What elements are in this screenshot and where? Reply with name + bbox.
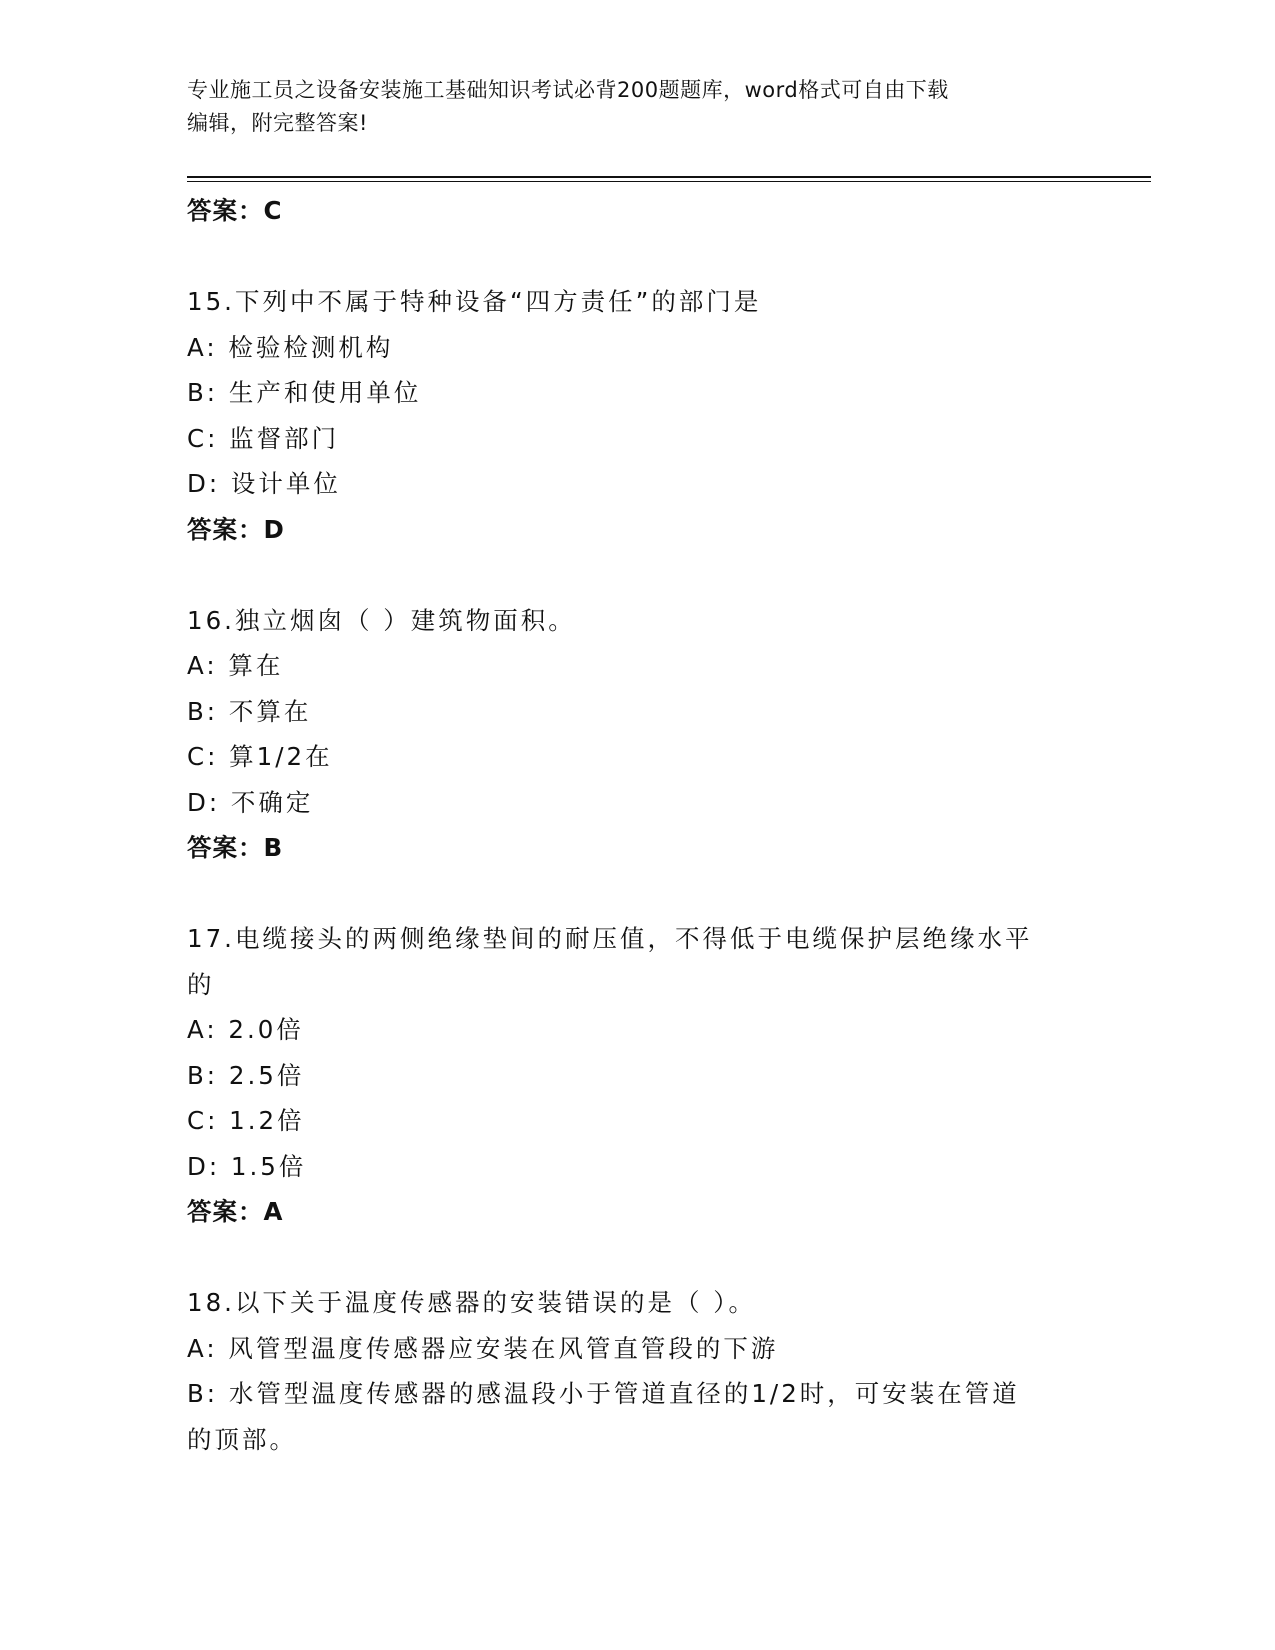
question-15 bbox=[187, 279, 1087, 552]
question-stem: 16.独立烟囱（ ）建筑物面积。 bbox=[187, 605, 576, 635]
question-18 bbox=[187, 1280, 1087, 1462]
header-rule-thick bbox=[187, 176, 1151, 178]
option-b: B: 2.5倍 bbox=[187, 1060, 305, 1090]
answer-line: 答案：C bbox=[187, 196, 283, 225]
option-b: B: 水管型温度传感器的感温段小于管道直径的1/2时，可安装在管道 bbox=[187, 1379, 1020, 1408]
option-b: B: 生产和使用单位 bbox=[187, 378, 422, 407]
option-a: A: 2.0倍 bbox=[187, 1015, 304, 1044]
spacer bbox=[187, 552, 1087, 598]
spacer bbox=[187, 234, 1087, 280]
option-d: D: 不确定 bbox=[187, 787, 314, 817]
option-c: C: 1.2倍 bbox=[187, 1106, 305, 1135]
option-a: A: 风管型温度传感器应安装在风管直管段的下游 bbox=[187, 1333, 779, 1363]
header-line-1: 专业施工员之设备安装施工基础知识考试必背200题题库，word格式可自由下载 bbox=[187, 78, 949, 102]
question-stem: 15.下列中不属于特种设备“四方责任”的部门是 bbox=[187, 287, 762, 316]
option-c: C: 算1/2在 bbox=[187, 742, 333, 771]
header-line-2: 编辑，附完整答案! bbox=[187, 111, 368, 135]
answer-line: 答案：A bbox=[187, 1197, 284, 1226]
option-b-continued: 的顶部。 bbox=[187, 1424, 297, 1454]
header-rule-thin bbox=[187, 181, 1151, 182]
question-stem-continued: 的 bbox=[187, 969, 215, 999]
option-b: B: 不算在 bbox=[187, 696, 312, 726]
question-16 bbox=[187, 598, 1087, 871]
option-d: D: 1.5倍 bbox=[187, 1151, 307, 1181]
option-a: A: 检验检测机构 bbox=[187, 332, 394, 362]
spacer bbox=[187, 871, 1087, 917]
spacer bbox=[187, 1235, 1087, 1281]
question-stem: 17.电缆接头的两侧绝缘垫间的耐压值，不得低于电缆保护层绝缘水平 bbox=[187, 924, 1033, 953]
option-c: C: 监督部门 bbox=[187, 423, 340, 453]
answer-line: 答案：B bbox=[187, 833, 284, 862]
question-stem: 18.以下关于温度传感器的安装错误的是（ ）。 bbox=[187, 1288, 756, 1317]
option-a: A: 算在 bbox=[187, 651, 284, 680]
option-d: D: 设计单位 bbox=[187, 469, 341, 498]
question-17 bbox=[187, 916, 1087, 1235]
answer-line: 答案：D bbox=[187, 514, 285, 544]
document-header bbox=[187, 74, 1087, 140]
question-list bbox=[187, 188, 1087, 1462]
